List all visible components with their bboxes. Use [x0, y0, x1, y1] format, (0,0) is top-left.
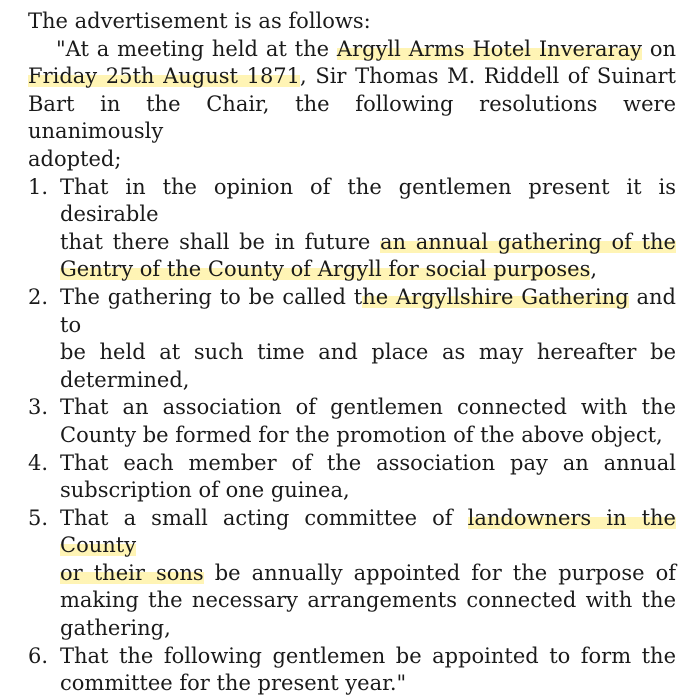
- item-line: [60, 505, 676, 560]
- item-line: subscription of one guinea,: [60, 478, 350, 503]
- quote-paragraph: [28, 36, 676, 174]
- highlight-landowners: landowners in the County: [60, 505, 676, 558]
- item-text: ,: [590, 257, 598, 282]
- item-line: That the following gentlemen be appointed to form the: [60, 643, 676, 668]
- resolution-item-1: [28, 174, 676, 284]
- item-line: [60, 229, 676, 257]
- item-line: That each member of the association pay an annual: [60, 450, 676, 475]
- item-line: committee for the present year.": [60, 671, 407, 696]
- item-line: That in the opinion of the gentlemen present it is desirable: [60, 174, 676, 227]
- quote-text: on: [641, 36, 676, 61]
- highlight-sons: or their sons: [60, 560, 204, 585]
- quote-line-1: [28, 36, 676, 64]
- highlight-hotel: Argyll Arms Hotel Inveraray: [336, 36, 642, 61]
- resolution-item-6: [28, 643, 676, 698]
- item-line: That an association of gentlemen connected with the: [60, 395, 676, 420]
- resolution-item-3: [28, 394, 676, 449]
- item-text: be annually appointed for the purpose of: [203, 560, 676, 585]
- item-line: determined,: [60, 367, 190, 392]
- quote-line-3: Bart in the Chair, the following resolutions were unanimously: [28, 91, 676, 144]
- quote-text: , Sir Thomas M. Riddell of Suinart: [300, 64, 676, 89]
- item-text: The gathering to be called t: [60, 284, 363, 309]
- item-number: 1.: [28, 174, 49, 199]
- highlight-date: Friday 25th August 1871: [28, 64, 301, 89]
- item-number: 4.: [28, 450, 49, 475]
- item-text: and to: [60, 284, 676, 337]
- quote-line-4: adopted;: [28, 146, 122, 171]
- resolution-item-5: [28, 505, 676, 643]
- item-line: making the necessary arrangements connected with the: [60, 588, 676, 613]
- resolution-item-2: [28, 284, 676, 394]
- item-line: [60, 560, 676, 588]
- intro-line: The advertisement is as follows:: [28, 9, 371, 33]
- item-number: 5.: [28, 505, 49, 530]
- item-line: County be formed for the promotion of the above object,: [60, 422, 663, 447]
- item-number: 3.: [28, 395, 49, 420]
- highlight-argyllshire: he Argyllshire Gathering: [362, 284, 629, 309]
- quote-line-2: [28, 63, 676, 91]
- quote-text: "At a meeting held at the: [56, 36, 337, 61]
- item-line: gathering,: [60, 616, 171, 641]
- item-line: be held at such time and place as may hereafter be: [60, 340, 676, 365]
- item-number: 6.: [28, 643, 49, 668]
- highlight-gentry: Gentry of the County of Argyll for social purposes: [60, 257, 591, 282]
- item-number: 2.: [28, 284, 49, 309]
- highlight-gathering: an annual gathering of the: [379, 229, 676, 254]
- item-line: [60, 256, 676, 284]
- item-text: That a small acting committee of: [60, 505, 468, 530]
- item-text: that there shall be in future: [60, 229, 380, 254]
- resolution-item-4: [28, 450, 676, 505]
- item-line: [60, 284, 676, 339]
